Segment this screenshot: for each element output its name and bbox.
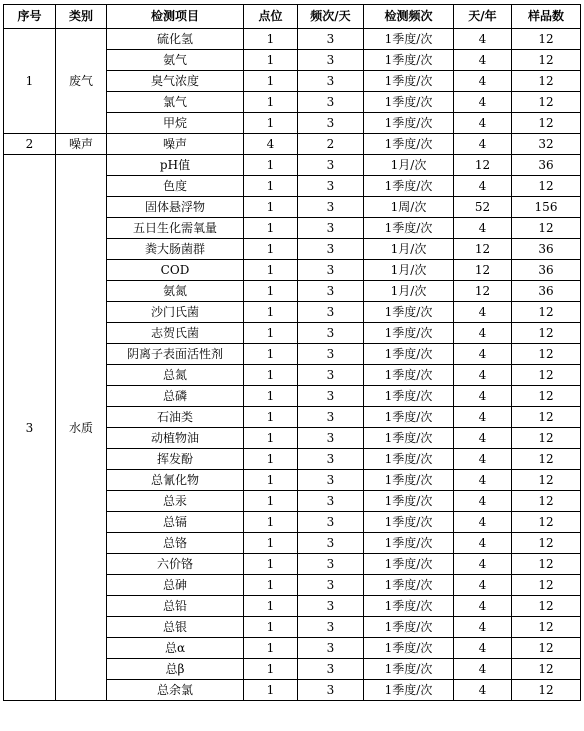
cell-frequency: 1季度/次 [364,50,454,71]
cell-item: 总氰化物 [107,470,244,491]
cell-item: 总余氯 [107,680,244,701]
monitoring-table [3,4,581,701]
cell-frequency: 1季度/次 [364,491,454,512]
cell-frequency: 1周/次 [364,197,454,218]
cell-points: 1 [244,218,298,239]
cell-times-per-day: 3 [298,659,364,680]
cell-times-per-day: 3 [298,197,364,218]
cell-frequency: 1季度/次 [364,323,454,344]
cell-frequency: 1季度/次 [364,680,454,701]
cell-item: 粪大肠菌群 [107,239,244,260]
cell-frequency: 1季度/次 [364,134,454,155]
cell-frequency: 1季度/次 [364,344,454,365]
cell-times-per-day: 3 [298,617,364,638]
cell-frequency: 1季度/次 [364,638,454,659]
cell-times-per-day: 3 [298,680,364,701]
cell-days-per-year: 12 [454,239,512,260]
cell-points: 1 [244,50,298,71]
cell-item: 总汞 [107,491,244,512]
cell-days-per-year: 4 [454,533,512,554]
cell-times-per-day: 3 [298,638,364,659]
cell-points: 1 [244,533,298,554]
cell-points: 1 [244,554,298,575]
cell-days-per-year: 4 [454,113,512,134]
cell-points: 1 [244,302,298,323]
cell-sample-count: 12 [512,638,581,659]
cell-days-per-year: 4 [454,29,512,50]
cell-group-no: 3 [4,155,56,701]
cell-times-per-day: 3 [298,113,364,134]
cell-item: 甲烷 [107,113,244,134]
cell-sample-count: 12 [512,29,581,50]
cell-item: 六价铬 [107,554,244,575]
cell-frequency: 1季度/次 [364,302,454,323]
cell-frequency: 1月/次 [364,260,454,281]
cell-times-per-day: 3 [298,449,364,470]
cell-points: 1 [244,386,298,407]
cell-group-category: 废气 [56,29,107,134]
header-cell-frequency: 检测频次 [364,5,454,29]
cell-days-per-year: 4 [454,134,512,155]
cell-times-per-day: 3 [298,491,364,512]
cell-sample-count: 12 [512,50,581,71]
cell-points: 1 [244,176,298,197]
cell-item: 石油类 [107,407,244,428]
cell-item: pH值 [107,155,244,176]
cell-group-category: 噪声 [56,134,107,155]
cell-sample-count: 12 [512,323,581,344]
cell-times-per-day: 3 [298,428,364,449]
table-body [4,29,581,701]
cell-item: 总银 [107,617,244,638]
cell-days-per-year: 4 [454,365,512,386]
cell-times-per-day: 3 [298,155,364,176]
cell-sample-count: 12 [512,575,581,596]
cell-points: 1 [244,449,298,470]
cell-points: 1 [244,239,298,260]
cell-sample-count: 12 [512,596,581,617]
cell-frequency: 1季度/次 [364,113,454,134]
cell-sample-count: 36 [512,155,581,176]
cell-item: 沙门氏菌 [107,302,244,323]
cell-times-per-day: 3 [298,92,364,113]
cell-days-per-year: 4 [454,575,512,596]
cell-sample-count: 12 [512,491,581,512]
cell-points: 1 [244,29,298,50]
cell-days-per-year: 4 [454,92,512,113]
cell-item: 氨氮 [107,281,244,302]
cell-days-per-year: 4 [454,71,512,92]
cell-points: 1 [244,407,298,428]
cell-times-per-day: 3 [298,512,364,533]
cell-frequency: 1季度/次 [364,92,454,113]
cell-frequency: 1季度/次 [364,470,454,491]
header-cell-no: 序号 [4,5,56,29]
cell-days-per-year: 4 [454,512,512,533]
cell-times-per-day: 3 [298,533,364,554]
cell-points: 1 [244,659,298,680]
cell-sample-count: 12 [512,407,581,428]
cell-times-per-day: 3 [298,365,364,386]
cell-days-per-year: 4 [454,617,512,638]
cell-days-per-year: 4 [454,386,512,407]
cell-times-per-day: 3 [298,260,364,281]
header-cell-item: 检测项目 [107,5,244,29]
cell-days-per-year: 4 [454,302,512,323]
cell-days-per-year: 4 [454,596,512,617]
cell-item: 总铬 [107,533,244,554]
cell-days-per-year: 4 [454,407,512,428]
cell-days-per-year: 4 [454,176,512,197]
cell-times-per-day: 3 [298,386,364,407]
cell-days-per-year: 52 [454,197,512,218]
cell-frequency: 1季度/次 [364,512,454,533]
cell-points: 1 [244,491,298,512]
cell-times-per-day: 3 [298,239,364,260]
cell-points: 1 [244,92,298,113]
header-row [4,5,581,29]
cell-times-per-day: 3 [298,554,364,575]
cell-sample-count: 12 [512,659,581,680]
cell-item: 总铅 [107,596,244,617]
cell-item: 固体悬浮物 [107,197,244,218]
cell-times-per-day: 2 [298,134,364,155]
cell-item: 挥发酚 [107,449,244,470]
cell-frequency: 1季度/次 [364,29,454,50]
cell-days-per-year: 4 [454,638,512,659]
cell-sample-count: 12 [512,617,581,638]
cell-days-per-year: 4 [454,323,512,344]
cell-frequency: 1季度/次 [364,554,454,575]
cell-days-per-year: 4 [454,470,512,491]
cell-points: 1 [244,281,298,302]
cell-points: 1 [244,680,298,701]
cell-item: 硫化氢 [107,29,244,50]
cell-points: 1 [244,344,298,365]
cell-frequency: 1季度/次 [364,575,454,596]
cell-times-per-day: 3 [298,71,364,92]
cell-points: 1 [244,596,298,617]
cell-days-per-year: 4 [454,659,512,680]
cell-points: 1 [244,638,298,659]
cell-item: 总砷 [107,575,244,596]
cell-points: 1 [244,71,298,92]
cell-days-per-year: 12 [454,260,512,281]
cell-item: 阴离子表面活性剂 [107,344,244,365]
cell-times-per-day: 3 [298,470,364,491]
cell-sample-count: 12 [512,113,581,134]
cell-times-per-day: 3 [298,596,364,617]
cell-points: 1 [244,260,298,281]
cell-days-per-year: 4 [454,50,512,71]
cell-times-per-day: 3 [298,176,364,197]
cell-frequency: 1季度/次 [364,428,454,449]
table-row [4,29,581,50]
cell-points: 1 [244,155,298,176]
cell-sample-count: 12 [512,449,581,470]
cell-frequency: 1月/次 [364,281,454,302]
cell-days-per-year: 4 [454,554,512,575]
cell-group-no: 2 [4,134,56,155]
cell-item: 总镉 [107,512,244,533]
cell-points: 1 [244,512,298,533]
cell-frequency: 1季度/次 [364,659,454,680]
table-row [4,134,581,155]
cell-group-no: 1 [4,29,56,134]
cell-times-per-day: 3 [298,407,364,428]
cell-days-per-year: 4 [454,449,512,470]
cell-points: 4 [244,134,298,155]
cell-frequency: 1季度/次 [364,218,454,239]
cell-frequency: 1月/次 [364,155,454,176]
cell-sample-count: 12 [512,428,581,449]
cell-frequency: 1季度/次 [364,407,454,428]
cell-days-per-year: 4 [454,218,512,239]
cell-frequency: 1季度/次 [364,617,454,638]
cell-points: 1 [244,575,298,596]
cell-item: 总磷 [107,386,244,407]
header-cell-points: 点位 [244,5,298,29]
cell-frequency: 1季度/次 [364,596,454,617]
cell-sample-count: 12 [512,92,581,113]
cell-item: 五日生化需氧量 [107,218,244,239]
cell-points: 1 [244,323,298,344]
cell-frequency: 1月/次 [364,239,454,260]
cell-times-per-day: 3 [298,344,364,365]
header-cell-days-per-year: 天/年 [454,5,512,29]
cell-points: 1 [244,113,298,134]
table-header [4,5,581,29]
cell-times-per-day: 3 [298,29,364,50]
cell-sample-count: 12 [512,176,581,197]
cell-frequency: 1季度/次 [364,365,454,386]
cell-frequency: 1季度/次 [364,176,454,197]
cell-sample-count: 36 [512,281,581,302]
cell-sample-count: 156 [512,197,581,218]
cell-times-per-day: 3 [298,323,364,344]
cell-item: 色度 [107,176,244,197]
cell-item: COD [107,260,244,281]
cell-days-per-year: 12 [454,155,512,176]
cell-points: 1 [244,428,298,449]
cell-item: 总α [107,638,244,659]
header-cell-sample-count: 样品数 [512,5,581,29]
cell-points: 1 [244,365,298,386]
cell-sample-count: 12 [512,218,581,239]
cell-times-per-day: 3 [298,218,364,239]
cell-item: 氯气 [107,92,244,113]
cell-times-per-day: 3 [298,575,364,596]
cell-frequency: 1季度/次 [364,449,454,470]
cell-sample-count: 12 [512,386,581,407]
cell-frequency: 1季度/次 [364,71,454,92]
cell-item: 氨气 [107,50,244,71]
cell-points: 1 [244,197,298,218]
cell-times-per-day: 3 [298,281,364,302]
cell-sample-count: 12 [512,302,581,323]
cell-sample-count: 12 [512,533,581,554]
cell-sample-count: 12 [512,71,581,92]
cell-points: 1 [244,617,298,638]
cell-days-per-year: 4 [454,491,512,512]
cell-sample-count: 32 [512,134,581,155]
cell-sample-count: 12 [512,470,581,491]
cell-days-per-year: 4 [454,344,512,365]
cell-item: 总氮 [107,365,244,386]
table-row [4,155,581,176]
cell-item: 动植物油 [107,428,244,449]
cell-group-category: 水质 [56,155,107,701]
cell-days-per-year: 4 [454,680,512,701]
cell-item: 噪声 [107,134,244,155]
cell-sample-count: 12 [512,554,581,575]
cell-frequency: 1季度/次 [364,533,454,554]
cell-points: 1 [244,470,298,491]
cell-sample-count: 12 [512,512,581,533]
cell-item: 臭气浓度 [107,71,244,92]
cell-sample-count: 36 [512,260,581,281]
cell-days-per-year: 4 [454,428,512,449]
header-cell-category: 类别 [56,5,107,29]
cell-sample-count: 12 [512,344,581,365]
cell-frequency: 1季度/次 [364,386,454,407]
header-cell-times-per-day: 频次/天 [298,5,364,29]
cell-days-per-year: 12 [454,281,512,302]
cell-sample-count: 12 [512,365,581,386]
cell-item: 志贺氏菌 [107,323,244,344]
cell-times-per-day: 3 [298,50,364,71]
cell-times-per-day: 3 [298,302,364,323]
cell-sample-count: 36 [512,239,581,260]
cell-item: 总β [107,659,244,680]
cell-sample-count: 12 [512,680,581,701]
